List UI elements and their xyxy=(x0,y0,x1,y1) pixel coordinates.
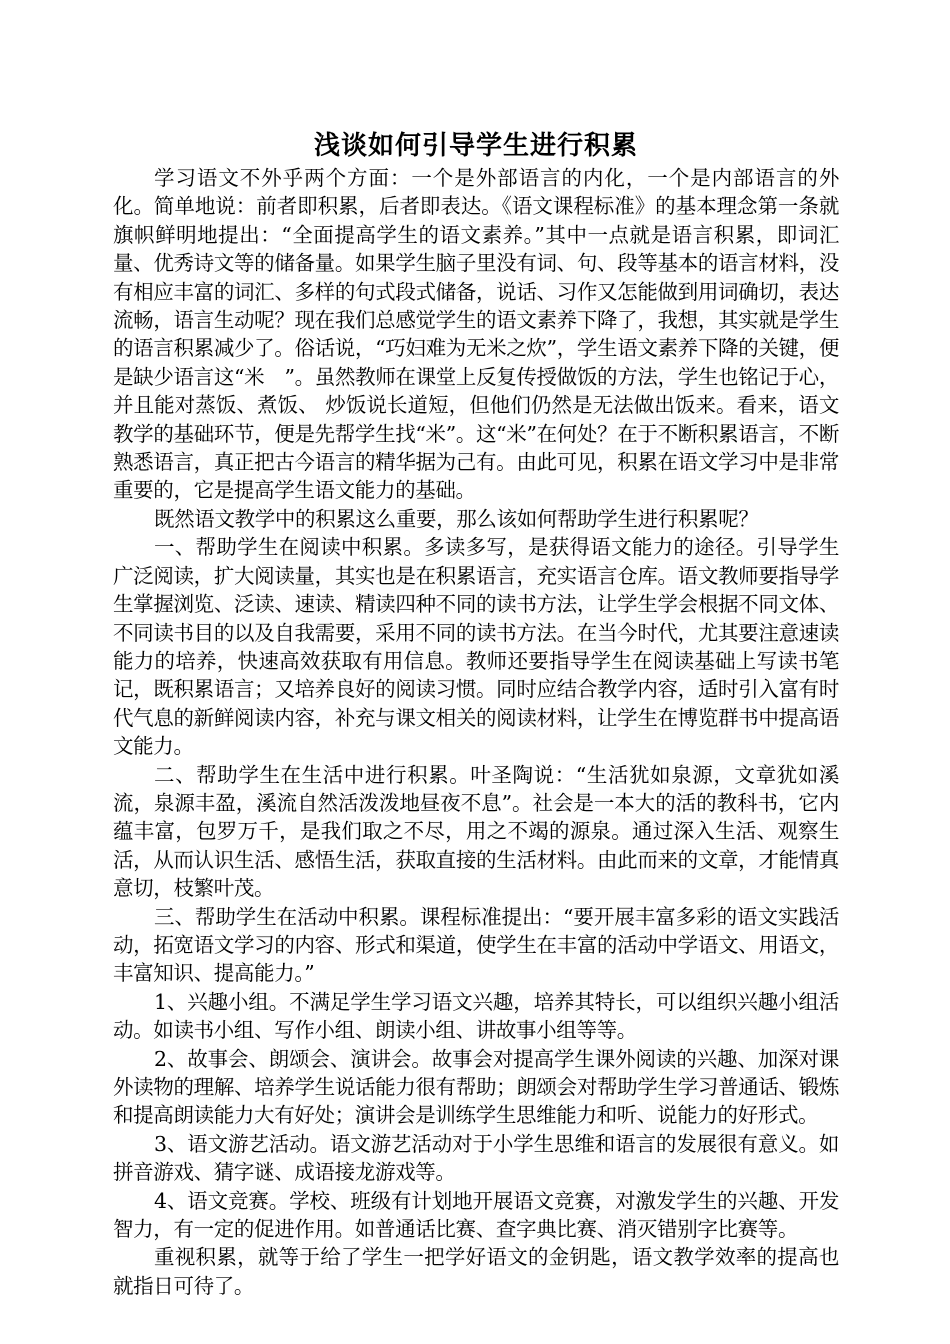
document-body xyxy=(113,164,839,1300)
paragraph-life: 二、帮助学生在生活中进行积累。叶圣陶说：“生活犹如泉源，文章犹如溪流，泉源丰盈，溪流自然活泼泼地昼夜不息”。社会是一本大的活的教科书，它内蕴丰富，包罗万千，是我们取之不尽，用之不竭的源泉。通过深入生活、观察生活，从而认识生活、感悟生活，获取直接的生活材料。由此而来的文章，才能情真意切，枝繁叶茂。 xyxy=(113,762,839,901)
paragraph-story-meetings: 2、故事会、朗颂会、演讲会。故事会对提高学生课外阅读的兴趣、加深对课外读物的理解、培养学生说话能力很有帮助；朗颂会对帮助学生学习普通话、锻炼和提高朗读能力大有好处；演讲会是训练学生思维能力和听、说能力的好形式。 xyxy=(113,1046,839,1128)
paragraph-activities: 三、帮助学生在活动中积累。课程标准提出：“要开展丰富多彩的语文实践活动，拓宽语文学习的内容、形式和渠道，使学生在丰富的活动中学语文、用语文，丰富知识、提高能力。” xyxy=(113,904,839,986)
paragraph-intro: 学习语文不外乎两个方面：一个是外部语言的内化，一个是内部语言的外化。简单地说：前者即积累，后者即表达。《语文课程标准》的基本理念第一条就旗帜鲜明地提出：“全面提高学生的语文素养。”其中一点就是语言积累，即词汇量、优秀诗文等的储备量。如果学生脑子里没有词、句、段等基本的语言材料，没有相应丰富的词汇、多样的句式段式储备，说话、习作又怎能做到用词确切，表达流畅，语言生动呢？现在我们总感觉学生的语文素养下降了，我想，其实就是学生的语言积累减少了。俗话说，“巧妇难为无米之炊”，学生语文素养下降的关键，便是缺少语言这“米 ”。虽然教师在课堂上反复传授做饭的方法，学生也铭记于心，并且能对蒸饭、煮饭、 炒饭说长道短，但他们仍然是无法做出饭来。看来，语文教学的基础环节，便是先帮学生找“米”。这“米”在何处？在于不断积累语言，不断熟悉语言，真正把古今语言的精华据为己有。由此可见，积累在语文学习中是非常重要的，它是提高学生语文能力的基础。 xyxy=(113,166,839,503)
paragraph-competitions: 4、语文竞赛。学校、班级有计划地开展语文竞赛，对激发学生的兴趣、开发智力，有一定的促进作用。如普通话比赛、查字典比赛、消灭错别字比赛等。 xyxy=(113,1188,839,1242)
paragraph-conclusion: 重视积累，就等于给了学生一把学好语文的金钥匙，语文教学效率的提高也就指日可待了。 xyxy=(113,1245,839,1298)
document-page xyxy=(113,128,839,1300)
document-title: 浅谈如何引导学生进行积累 xyxy=(313,131,638,161)
paragraph-reading: 一、帮助学生在阅读中积累。多读多写，是获得语文能力的途径。引导学生广泛阅读，扩大阅读量，其实也是在积累语言，充实语言仓库。语文教师要指导学生掌握浏览、泛读、速读、精读四种不同的读书方法，让学生学会根据不同文体、不同读书目的以及自我需要，采用不同的读书方法。在当今时代，尤其要注意速读能力的培养，快速高效获取有用信息。教师还要指导学生在阅读基础上写读书笔记，既积累语言；又培养良好的阅读习惯。同时应结合教学内容，适时引入富有时代气息的新鲜阅读内容，补充与课文相关的阅读材料，让学生在博览群书中提高语文能力。 xyxy=(113,535,839,759)
paragraph-language-games: 3、语文游艺活动。语文游艺活动对于小学生思维和语言的发展很有意义。如拼音游戏、猜字谜、成语接龙游戏等。 xyxy=(113,1131,839,1185)
paragraph-interest-groups: 1、兴趣小组。不满足学生学习语文兴趣，培养其特长，可以组织兴趣小组活动。如读书小组、写作小组、朗读小组、讲故事小组等等。 xyxy=(113,989,839,1043)
paragraph-question: 既然语文教学中的积累这么重要，那么该如何帮助学生进行积累呢？ xyxy=(154,506,759,531)
